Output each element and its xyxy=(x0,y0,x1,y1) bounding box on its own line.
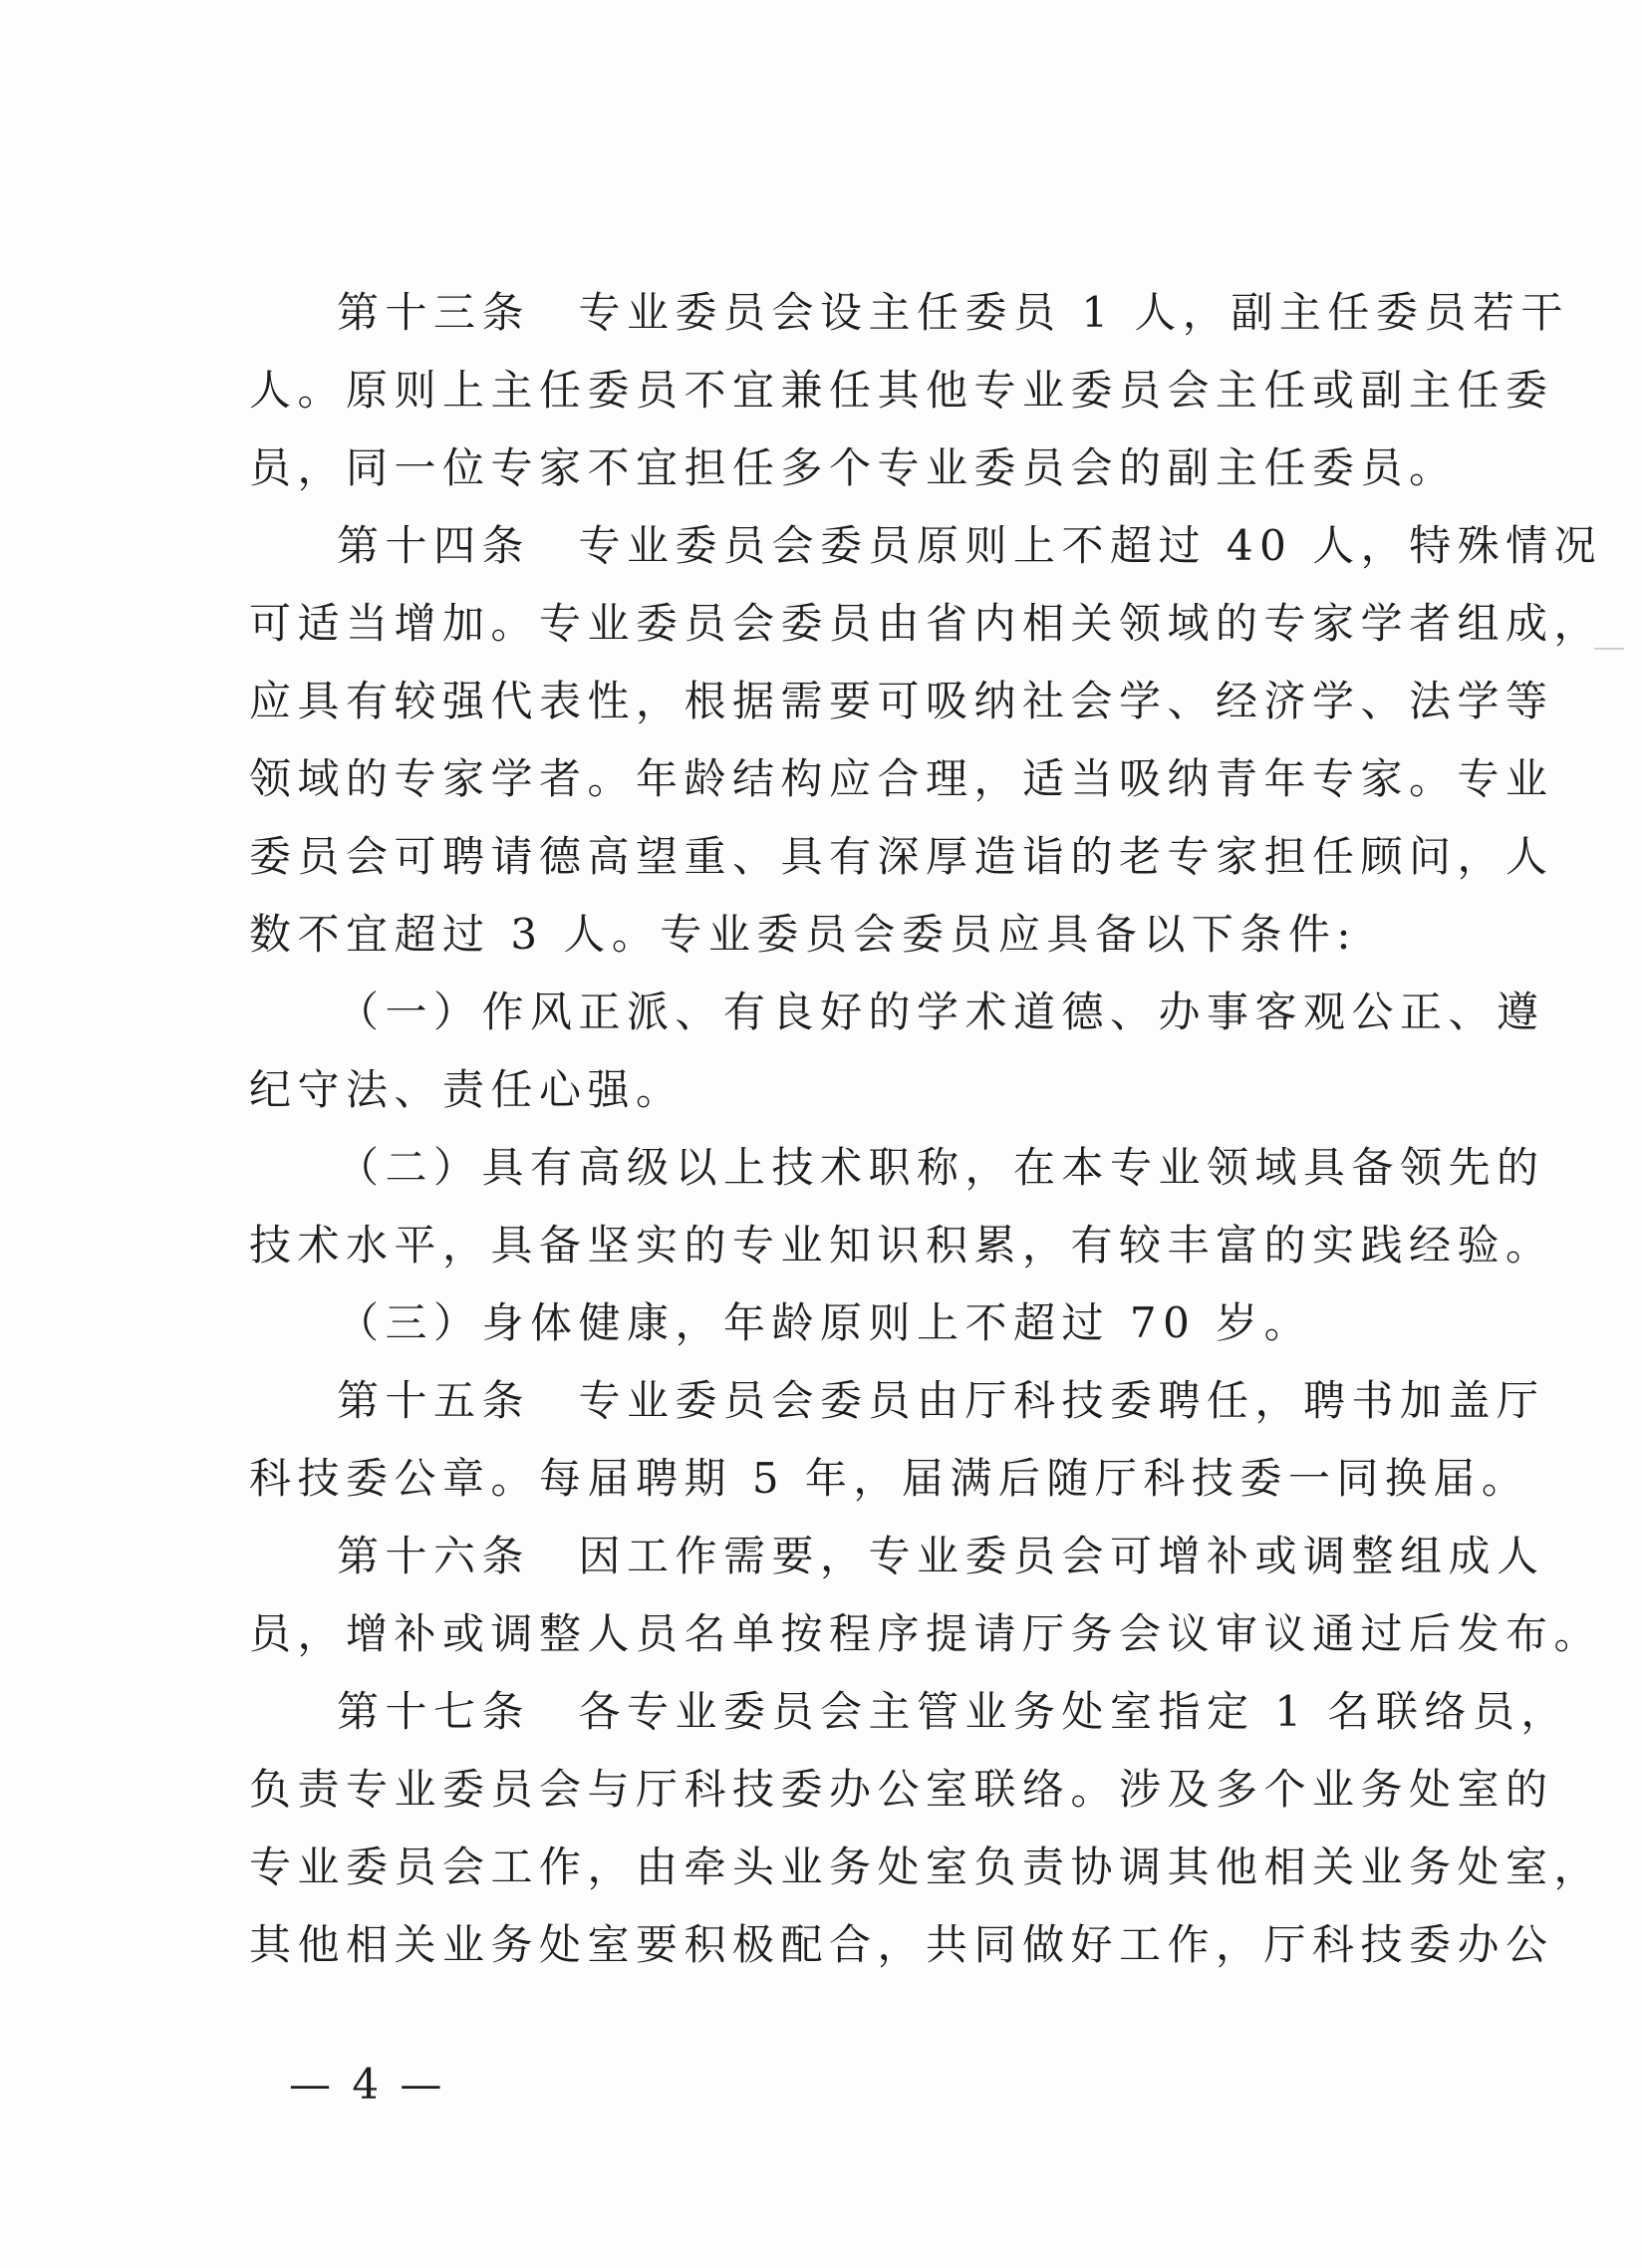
paragraph-line: 其他相关业务处室要积极配合，共同做好工作，厅科技委办公 xyxy=(249,1920,1554,1969)
paragraph-line: 专业委员会工作，由牵头业务处室负责协调其他相关业务处室， xyxy=(249,1843,1603,1891)
paragraph-line: （三）身体健康，年龄原则上不超过 70 岁。 xyxy=(337,1298,1313,1347)
paragraph-line: 人。原则上主任委员不宜兼任其他专业委员会主任或副主任委 xyxy=(249,366,1554,415)
paragraph-line: 第十七条 各专业委员会主管业务处室指定 1 名联络员， xyxy=(337,1687,1569,1736)
paragraph-line: 科技委公章。每届聘期 5 年，届满后随厅科技委一同换届。 xyxy=(249,1454,1530,1503)
paragraph-line: 员，增补或调整人员名单按程序提请厅务会议审议通过后发布。 xyxy=(249,1609,1603,1658)
paragraph-line: （一）作风正派、有良好的学术道德、办事客观公正、遵 xyxy=(337,988,1545,1036)
paragraph-line: 委员会可聘请德高望重、具有深厚造诣的老专家担任顾问，人 xyxy=(249,832,1554,881)
paragraph-line: 第十六条 因工作需要，专业委员会可增补或调整组成人 xyxy=(337,1532,1545,1580)
paragraph-line: 第十五条 专业委员会委员由厅科技委聘任，聘书加盖厅 xyxy=(337,1376,1545,1425)
paragraph-line: 应具有较强代表性，根据需要可吸纳社会学、经济学、法学等 xyxy=(249,677,1554,725)
paragraph-line: 第十四条 专业委员会委员原则上不超过 40 人，特殊情况 xyxy=(337,521,1603,570)
paragraph-line: 第十三条 专业委员会设主任委员 1 人，副主任委员若干 xyxy=(337,288,1569,337)
page-number: — 4 — xyxy=(289,2060,446,2109)
paragraph-line: 负责专业委员会与厅科技委办公室联络。涉及多个业务处室的 xyxy=(249,1765,1554,1814)
paragraph-line: 技术水平，具备坚实的专业知识积累，有较丰富的实践经验。 xyxy=(249,1221,1554,1270)
paragraph-line: 领域的专家学者。年龄结构应合理，适当吸纳青年专家。专业 xyxy=(249,754,1554,803)
paragraph-line: 可适当增加。专业委员会委员由省内相关领域的专家学者组成， xyxy=(249,599,1603,648)
paragraph-line: （二）具有高级以上技术职称，在本专业领域具备领先的 xyxy=(337,1143,1545,1192)
paragraph-line: 数不宜超过 3 人。专业委员会委员应具备以下条件: xyxy=(249,910,1358,959)
paragraph-line: 员，同一位专家不宜担任多个专业委员会的副主任委员。 xyxy=(249,443,1458,492)
paragraph-line: 纪守法、责任心强。 xyxy=(249,1065,684,1114)
